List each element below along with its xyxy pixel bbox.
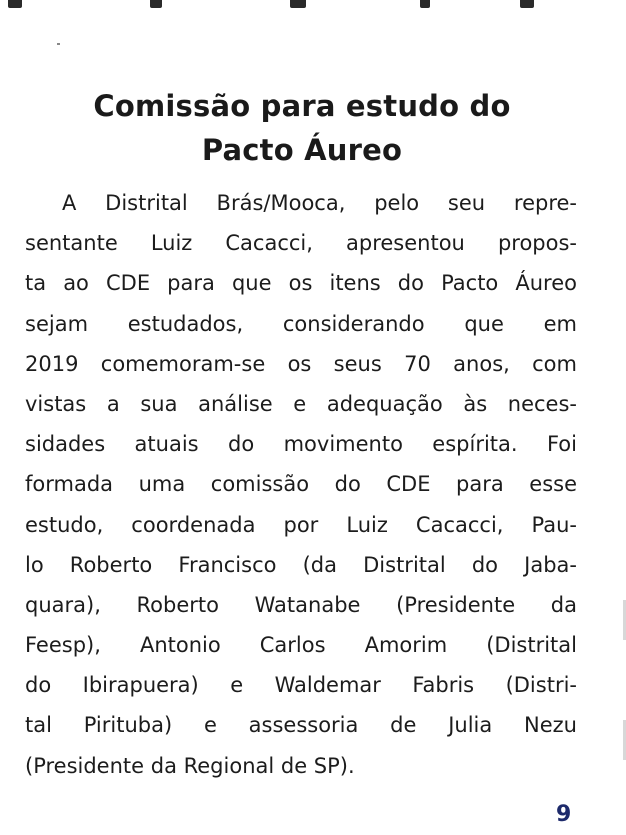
body-line: sidades atuais do movimento espírita. Foi	[25, 432, 577, 457]
page-number: 9	[556, 802, 572, 827]
body-line: estudo, coordenada por Luiz Cacacci, Pau-	[25, 512, 577, 537]
speck-mark	[57, 43, 60, 45]
body-line: tal Pirituba) e assessoria de Julia Nezu	[25, 713, 577, 738]
title-line-1: Comissão para estudo do	[93, 89, 511, 123]
cropped-previous-text-line	[0, 0, 626, 10]
article-title	[0, 84, 604, 172]
body-line: do Ibirapuera) e Waldemar Fabris (Distri-	[25, 673, 577, 698]
body-line: sejam estudados, considerando que em	[25, 311, 577, 336]
body-line: (Presidente da Regional de SP).	[25, 753, 355, 778]
body-line: quara), Roberto Watanabe (Presidente da	[25, 592, 577, 617]
body-line: A Distrital Brás/Mooca, pelo seu repre-	[62, 191, 577, 215]
body-line: 2019 comemoram-se os seus 70 anos, com	[25, 351, 577, 376]
body-line: Feesp), Antonio Carlos Amorim (Distrital	[25, 633, 577, 658]
article-body	[25, 183, 577, 786]
body-line: ta ao CDE para que os itens do Pacto Áureo	[25, 271, 577, 296]
body-line: sentante Luiz Cacacci, apresentou propos-	[25, 231, 577, 256]
body-line: lo Roberto Francisco (da Distrital do Jaba-	[25, 552, 577, 577]
body-line: formada uma comissão do CDE para esse	[25, 472, 577, 497]
title-line-2: Pacto Áureo	[201, 133, 403, 167]
body-line: vistas a sua análise e adequação às neces-	[25, 391, 577, 416]
